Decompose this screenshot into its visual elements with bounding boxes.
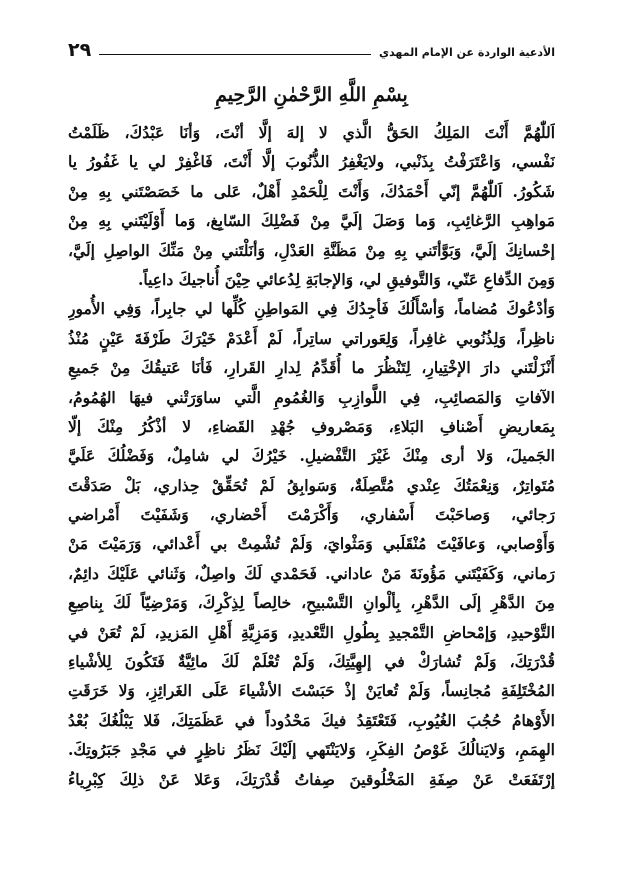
text-line: نَفْسي، وَاعْتَرَفْتُ بِذَنْبي، ولايَغْفِرُ الذُّنُوبَ إلَّا أَنْتَ، فَاغْفِرْ لي يا غَفُورُ يا — [68, 152, 555, 172]
text-line: ناظِراً، وَلِذُنُوبي غافِراً، وَلِعَوراتي ساتِراً، لَمْ أَعْدَمْ خَيْرَكَ طَرْفَةَ عَيْنٍ مُنْذُ — [68, 328, 555, 348]
prayer-text — [68, 118, 555, 794]
text-line: الآفاتِ وَالمَصائِبِ، فِي اللَّوازِبِ وَالغُمُومِ الَّتي ساوَرَتْني فيهَا الهُمُومُ، — [68, 387, 555, 407]
text-line: مُتَواتِرٌ، وَنِعْمَتُكَ عِنْدي مُتَّصِلَةٌ، وَسَوابِقُ لَمْ تُحَقِّقْ حِذاري، بَلْ صَدَقْتَ — [68, 475, 555, 495]
text-line: مِنَ الدَّهْرِ إلَى الدَّهْرِ، بِألْوانِ التَّسْبيحِ، خالِصاً لِذِكْرِكَ، وَمَرْضِيّاً لَكَ بِناصِعِ — [68, 593, 555, 613]
text-line: شَكُورُ. اَللّٰهُمَّ إنّي أَحْمَدُكَ، وَأَنْتَ لِلْحَمْدِ أَهْلٌ، عَلى ما خَصَصْتَني بِهِ مِنْ — [68, 181, 555, 201]
basmala-heading: بِسْمِ اللَّهِ الرَّحْمٰنِ الرَّحِيمِ — [215, 84, 408, 106]
text-line: بِمَعاريضِ أَصْنافِ البَلاءِ، وَمَصْروفِ جُهْدِ القَضاءِ، لا أذْكُرُ مِنْكَ إلّا — [68, 416, 555, 436]
text-line: وَأَوْصابي، وَعافَيْتَ مُنْقَلَبي وَمَثْوايَ، وَلَمْ تُشْمِتْ بي أَعْدائي، وَرَمَيْتَ مَنْ — [68, 534, 555, 554]
text-line: التَّوْحيدِ، وَإمْحاضِ التَّمْجيدِ بِطُولِ التَّعْديدِ، وَمَزِيَّةِ أَهْلِ المَزيدِ، لَمْ تُعَنْ في — [68, 622, 555, 642]
text-line: إحْسانِكَ إلَيَّ، وَبَوَّأتَني بِهِ مِنْ مَظَنَّةِ العَدْلِ، وَأنَلْتَني مِنْ مَنِّكَ الواصِلِ إلَيَّ، — [68, 240, 555, 260]
text-line: رَماني، وَكَفَيْتَني مَؤُونَةَ مَنْ عاداني. فَحَمْدي لَكَ واصِلٌ، وَثَنائي عَلَيْكَ دائِمٌ، — [68, 563, 555, 583]
text-line: أَنْزَلْتَني دارَ الإخْتِيارِ، لِتَنْظُرَ ما أُقَدِّمُ لِدارِ القَرارِ، فَأنَا عَتيقُكَ مِنْ جَميعِ — [68, 358, 555, 378]
header-rule — [99, 54, 371, 55]
text-line: الجَميلَ، وَلا أرى مِنْكَ غَيْرَ التَّفْضيلِ. خَيْرُكَ لي شامِلٌ، وَفَضْلُكَ عَلَيَّ — [68, 446, 555, 466]
running-title: الأدعية الواردة عن الإمام المهدي — [379, 46, 555, 59]
page-number: ٢٩ — [68, 39, 92, 61]
text-line: وَمِنَ الدِّفاعِ عَنّي، وَالتَّوفيقِ لي، وَالإجابَةِ لِدُعائي حِيْنَ أُناجيكَ داعِياً. — [137, 269, 555, 289]
text-line: اَللّٰهُمَّ أَنْتَ المَلِكُ الحَقُّ الَّذي لا إلهَ إلَّا أنْتَ، وَأنَا عَبْدُكَ، ظَلَمْتُ — [68, 123, 555, 142]
text-line: وَأدْعُوكَ مُضاماً، وَأسْأَلُكَ فَأجِدُكَ فِي المَواطِنِ كُلِّها لي جابِراً، وَفِي الأُمورِ — [68, 299, 555, 319]
text-line: إرْتَفَعَتْ عَنْ صِفَةِ المَخْلُوقينَ صِفاتُ قُدْرَتِكَ، وَعَلا عَنْ ذلِكَ كِبْرِياءُ — [68, 769, 555, 789]
text-line: قُدْرَتِكَ، وَلَمْ تُشارَكْ في إلهِيَّتِكَ، وَلَمْ تُعْلَمْ لَكَ مائِيَّةٌ فَتَكُونَ لِلأشْياءِ — [68, 652, 555, 672]
text-line: المُخْتَلِفَةِ مُجانِساً، وَلَمْ تُعايَنْ إذْ حَبَسْتَ الأشْياءَ عَلَى الغَرائِزِ، وَلا خَرَقَتِ — [68, 681, 555, 701]
text-line: مَواهِبِ الرَّغائِبِ، وَما وَصَلَ إلَيَّ مِنْ فَضْلِكَ السّابِغ، وَما أَوْلَيْتَني بِهِ مِنْ — [68, 211, 555, 231]
text-line: رَجائي، وَصاحَبْتَ أَسْفاري، وَأَكْرَمْتَ أَحْضاري، وَشَفَيْتَ أَمْراضي — [68, 505, 555, 525]
text-line: الهِمَمِ، وَلايَنالُكَ غَوْصُ الفِكَرِ، وَلايَنْتَهي إلَيْكَ نَظَرُ ناظِرٍ في مَجْدِ جَبَرُوتِكَ. — [68, 740, 555, 760]
text-line: الأَوْهامُ حُجُبَ الغُيُوبِ، فَتَعْتَقِدُ فيكَ مَحْدُوداً في عَظَمَتِكَ، فَلا يَبْلُغُكَ بُعْدُ — [68, 710, 555, 730]
page-header — [68, 34, 555, 60]
